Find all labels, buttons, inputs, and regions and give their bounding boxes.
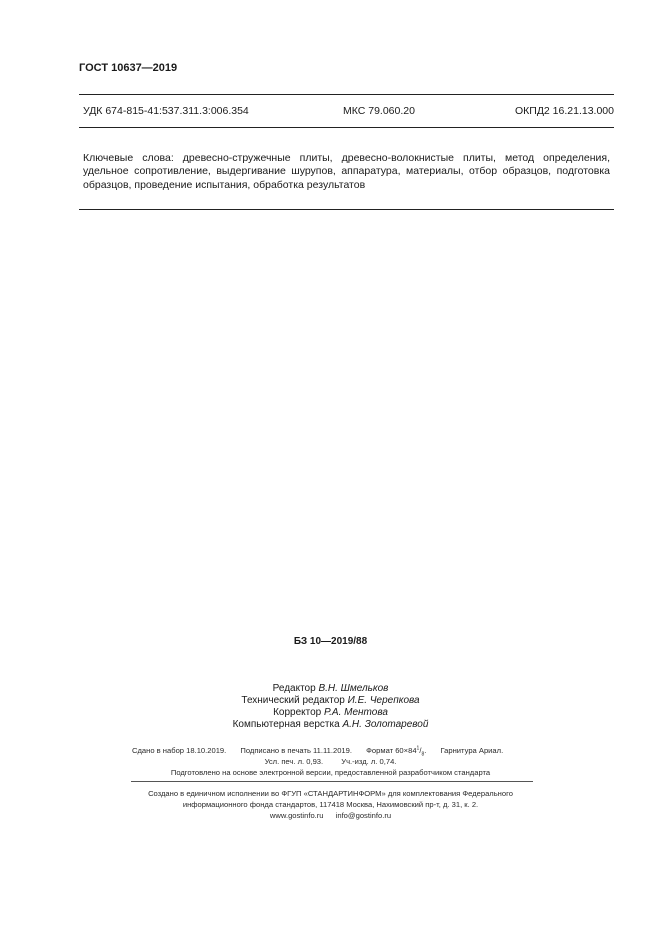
keywords-divider <box>79 209 614 210</box>
bz-number: БЗ 10—2019/88 <box>293 636 368 647</box>
credit-role: Корректор <box>273 707 322 718</box>
print-sheets: Усл. печ. л. 0,93. <box>264 757 324 766</box>
prepared-note: Подготовлено на основе электронной версии, предоставленной разработчиком стандарта <box>170 768 491 777</box>
submitted-date: Сдано в набор 18.10.2019. <box>132 745 227 755</box>
document-code: ГОСТ 10637—2019 <box>79 62 178 74</box>
credit-layout <box>0 719 661 730</box>
credit-name: В.Н. Шмельков <box>318 683 389 694</box>
publisher-divider <box>131 781 533 782</box>
paper-format: Формат $60\times 84^1/_8$. <box>366 745 427 758</box>
credit-name: Р.А. Ментова <box>324 707 388 718</box>
okpd2-code: ОКПД2 16.21.13.000 <box>514 105 614 117</box>
credit-tech-editor <box>0 695 661 706</box>
publisher-contacts <box>0 811 661 820</box>
pub-sheets: Уч.-изд. л. 0,74. <box>341 757 397 766</box>
credit-name: И.Е. Черепкова <box>347 695 420 706</box>
udk-code: УДК 674-815-41:537.311.3:006.354 <box>83 105 249 117</box>
credit-editor <box>0 683 661 694</box>
email-link[interactable]: info@gostinfo.ru <box>335 811 392 820</box>
credit-role: Редактор <box>272 683 316 694</box>
font-info: Гарнитура Ариал. <box>440 745 504 755</box>
publisher-line: Создано в единичном исполнении во ФГУП «СТАНДАРТИНФОРМ» для комплектования Федерального <box>148 789 513 798</box>
sheets-info-line <box>0 757 661 766</box>
credit-role: Технический редактор <box>241 695 345 706</box>
credit-corrector <box>0 707 661 718</box>
print-info-line <box>132 745 515 757</box>
mks-code: МКС 79.060.20 <box>343 105 415 117</box>
credit-role: Компьютерная верстка <box>232 719 340 730</box>
signed-date: Подписано в печать 11.11.2019. <box>240 745 352 755</box>
keywords-paragraph: Ключевые слова: древесно-стружечные плиты, древесно-волокнистые плиты, метод определения, удельное сопротивление, выдергивание шурупов, аппаратура, материалы, отбор образцов, подготовка образцов, проведение испытания, обработка результатов <box>83 152 610 191</box>
website-link[interactable]: www.gostinfo.ru <box>269 811 324 820</box>
classification-divider <box>79 127 614 128</box>
credit-name: А.Н. Золотаревой <box>342 719 429 730</box>
header-divider <box>79 94 614 95</box>
publisher-address: информационного фонда стандартов, 117418 Москва, Нахимовский пр-т, д. 31, к. 2. <box>182 800 479 809</box>
